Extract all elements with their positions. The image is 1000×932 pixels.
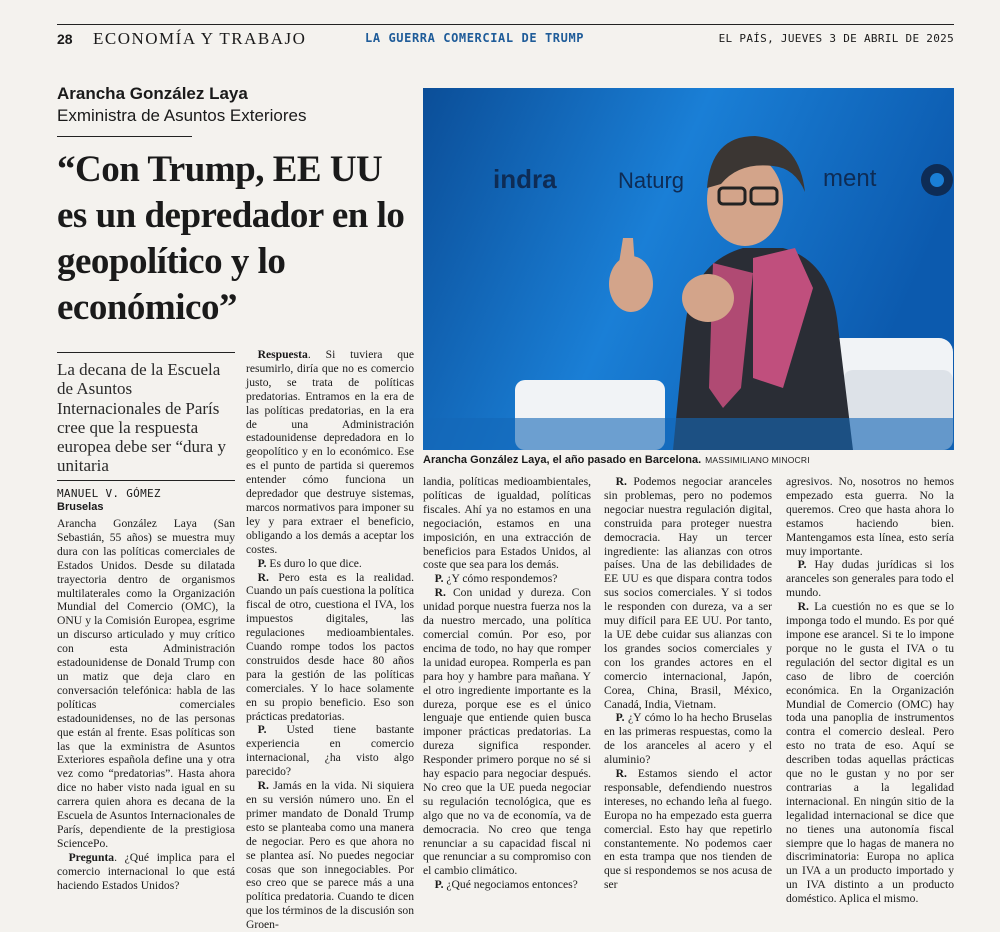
answer-paragraph [786, 600, 954, 906]
answer-paragraph [604, 767, 772, 892]
question-label: Pregunta [68, 850, 115, 864]
question-label: P. [434, 878, 444, 892]
answer-text: La cuestión no es que se lo imponga todo el mundo. Es por qué impone ese arancel. Si te lo impone porque no le gusta el IVA o tu regulación del sector digital es un caso de libro de coerción económica. En la Organización Mundial de Comercio (OMC) hay toda una panoplia de instrumentos contra el comercio desleal. Pero esto no trata de eso. Aquí se describen todas aquellas prácticas que no le gustan y no por ser contrarias a la legalidad internacional. En ningún sitio de la legalidad internacional se dice que no tienes una autonomía fiscal siempre que lo hagas de manera no discriminatoria: Europa no aplica un IVA a un producto importado y un IVA distinto a un producto doméstico. Aplica el mismo. [786, 600, 954, 906]
question-label: P. [615, 711, 625, 725]
answer-label: R. [797, 600, 809, 614]
body-column-3 [423, 475, 591, 892]
question-paragraph [57, 851, 235, 893]
answer-label: R. [257, 779, 269, 793]
answer-text: Jamás en la vida. Ni siquiera en su versión número uno. En el primer mandato de Donald Trump esto se planteaba como una manera de negociar. Pero es que ahora no se plantea así. No puedes negociar cosas que son innegociables. Por eso creo que se parece más a una política predatoria. Cuando te dicen que los términos de la discusión son Groen- [246, 779, 414, 932]
standfirst: La decana de la Escuela de Asuntos Internacionales de París cree que la respuesta europea debe ser “dura y unitaria [57, 360, 226, 476]
question-text: Hay dudas jurídicas si los aranceles son generales para todo el mundo. [786, 558, 954, 600]
page-number: 28 [57, 31, 73, 47]
answer-paragraph [423, 586, 591, 878]
divider [57, 352, 235, 353]
question-text: Es duro lo que dice. [266, 556, 362, 570]
question-paragraph [786, 558, 954, 600]
answer-label: R. [257, 570, 269, 584]
photo-illustration [423, 88, 954, 450]
question-label: P. [257, 723, 267, 737]
body-column-5 [786, 475, 954, 906]
question-paragraph [423, 878, 591, 892]
divider [57, 136, 192, 137]
sponsor-logo-3: ment [823, 165, 877, 192]
answer-label: R. [434, 586, 446, 600]
sponsor-logo-2: Naturg [618, 168, 685, 193]
interviewee-role: Exministra de Asuntos Exteriores [57, 106, 307, 125]
answer-paragraph [246, 571, 414, 724]
body-column-4 [604, 475, 772, 892]
intro-paragraph: Arancha González Laya (San Sebastián, 55 años) se muestra muy dura con las políticas comerciales de Estados Unidos. Desde su dilatada trayectoria dentro de organismos multilaterales como la Organización Mundial del Comercio (OMC), la ONU y la Comisión Europea, esgrime un discurso articulado y muy crítico con esta Administración estadounidense de Donald Trump con un matiz que deja claro en conversación telefónica: habla de las políticas comerciales estadounidenses, no de las personas que están al frente. Esas políticas son las que la exministra de Asuntos Exteriores española define una y otra vez como “predatorias”. Hasta ahora dice no haber visto nada igual en su carrera quien ahora es decana de la Escuela de Asuntos Internacionales de París, dependiente de la prestigiosa SciencePo. [57, 517, 235, 850]
article-photo [423, 88, 954, 450]
question-label: P. [434, 572, 444, 586]
question-text: ¿Y cómo lo ha hecho Bruselas en las primeras respuestas, como la de los aranceles al acero y el aluminio? [604, 711, 772, 767]
photo-credit: MASSIMILIANO MINOCRI [705, 455, 810, 465]
answer-label: R. [615, 767, 627, 781]
dateline-location: Bruselas [57, 501, 104, 513]
question-label: P. [257, 556, 267, 570]
question-paragraph [604, 711, 772, 767]
question-text: . ¿Qué implica para el comercio internacional lo que está haciendo Estados Unidos? [57, 850, 235, 892]
answer-paragraph [604, 475, 772, 711]
photo-caption [423, 454, 810, 466]
sponsor-logo-1: indra [493, 164, 557, 194]
question-label: P. [797, 558, 807, 572]
headline: “Con Trump, EE UU es un depredador en lo geopolítico y lo económico” [57, 149, 405, 328]
caption-text: Arancha González Laya, el año pasado en Barcelona. [423, 454, 702, 466]
answer-paragraph [246, 348, 414, 557]
question-text: ¿Qué negociamos entonces? [443, 878, 578, 892]
question-paragraph [246, 723, 414, 779]
question-paragraph [423, 572, 591, 586]
body-column-1 [57, 517, 235, 892]
answer-text: Pero esta es la realidad. Cuando un país cuestiona la política fiscal de otro, cuestiona el IVA, los impuestos digitales, las regulaciones medioambientales. Cuando rompe todos los pactos construidos desde hace 80 años para la gestión de las políticas comerciales. Y lo hace solamente en su propio beneficio. Eso son prácticas predatorias. [246, 570, 414, 723]
answer-text: . Si tuviera que resumirlo, diría que no es comercio justo, se trata de políticas predatorias. Entramos en la era de las políticas predatorias, en la era de una Administración estadounidense depredadora en lo geopolítico y en lo económico. Ese es el punto de partida si queremos entender cómo funciona un depredador que destruye sistemas, marcos normativos para imponer su ley y para extraer el beneficio, obligando a los demás a aceptar los costes. [246, 348, 414, 556]
body-column-2 [246, 348, 414, 932]
byline: MANUEL V. GÓMEZ [57, 487, 161, 500]
section-name: ECONOMÍA Y TRABAJO [93, 29, 307, 48]
question-paragraph [246, 557, 414, 571]
answer-text: Estamos siendo el actor responsable, defendiendo nuestros intereses, no echando leña al fuego. Europa no ha empezado esta guerra comercial. Esto hay que repetirlo constantemente. No podemos caer en esta trampa que nos tienden de que si respondemos se nos acusa de ser [604, 767, 772, 892]
question-text: ¿Y cómo respondemos? [443, 572, 558, 586]
divider [57, 480, 235, 481]
answer-label: R. [615, 475, 627, 488]
issue-date: EL PAÍS, JUEVES 3 DE ABRIL DE 2025 [718, 32, 954, 45]
question-text: Usted tiene bastante experiencia en comercio internacional, ¿ha visto algo parecido? [246, 723, 414, 779]
continued-paragraph: landia, políticas medioambientales, políticas de igualdad, políticas fiscales. Ahí ya no estamos en una negociación, estamos en una imposición, en una extracción de beneficios para Estados Unidos, al coste que sea para los demás. [423, 475, 591, 572]
page-header [57, 24, 954, 55]
answer-paragraph [246, 779, 414, 932]
answer-text: Con unidad y dureza. Con unidad porque nuestra fuerza nos la da nuestro mercado, una política comercial común. Por eso, por encima de todo, no hay que romper la unidad europea. Romperla es pan para hoy y hambre para mañana. Y el otro ingrediente importante es la dureza, porque ese es el único lenguaje que entiende quien busca imponer prácticas predatorias. La dureza significa responder. Responder primero porque no sé si hay espacio para negociar después. No creo que la UE pueda negociar su regulación tecnológica, que es algo que no va de economía, va de democracia. No creo que tenga renunciar a su capacidad fiscal ni que renunciar a su compromiso con el cambio climático. [423, 586, 591, 878]
section-kicker: LA GUERRA COMERCIAL DE TRUMP [365, 31, 585, 45]
answer-text: Podemos negociar aranceles sin problemas, pero no podemos negociar nuestra regulación digital, construida para proteger nuestra democracia. Hay un tercer ingrediente: las alianzas con otros países. Una de las debilidades de EE UU es que dispara contra todos sus socios comerciales. Y si todos le responden con dureza, va a ser muy difícil para EE UU. Por tanto, la UE debe cuidar sus alianzas con los grandes socios comerciales y con los grandes actores en el comercio internacional, Japón, Corea, China, Brasil, México, Canadá, India, Vietnam. [604, 475, 772, 711]
interviewee-name: Arancha González Laya [57, 84, 248, 103]
continued-paragraph: agresivos. No, nosotros no hemos empezado esta guerra. No la queremos. Creo que hasta ahora lo estamos haciendo bien. Mantengamos esta línea, esto sería muy importante. [786, 475, 954, 558]
answer-label: Respuesta [257, 348, 308, 361]
